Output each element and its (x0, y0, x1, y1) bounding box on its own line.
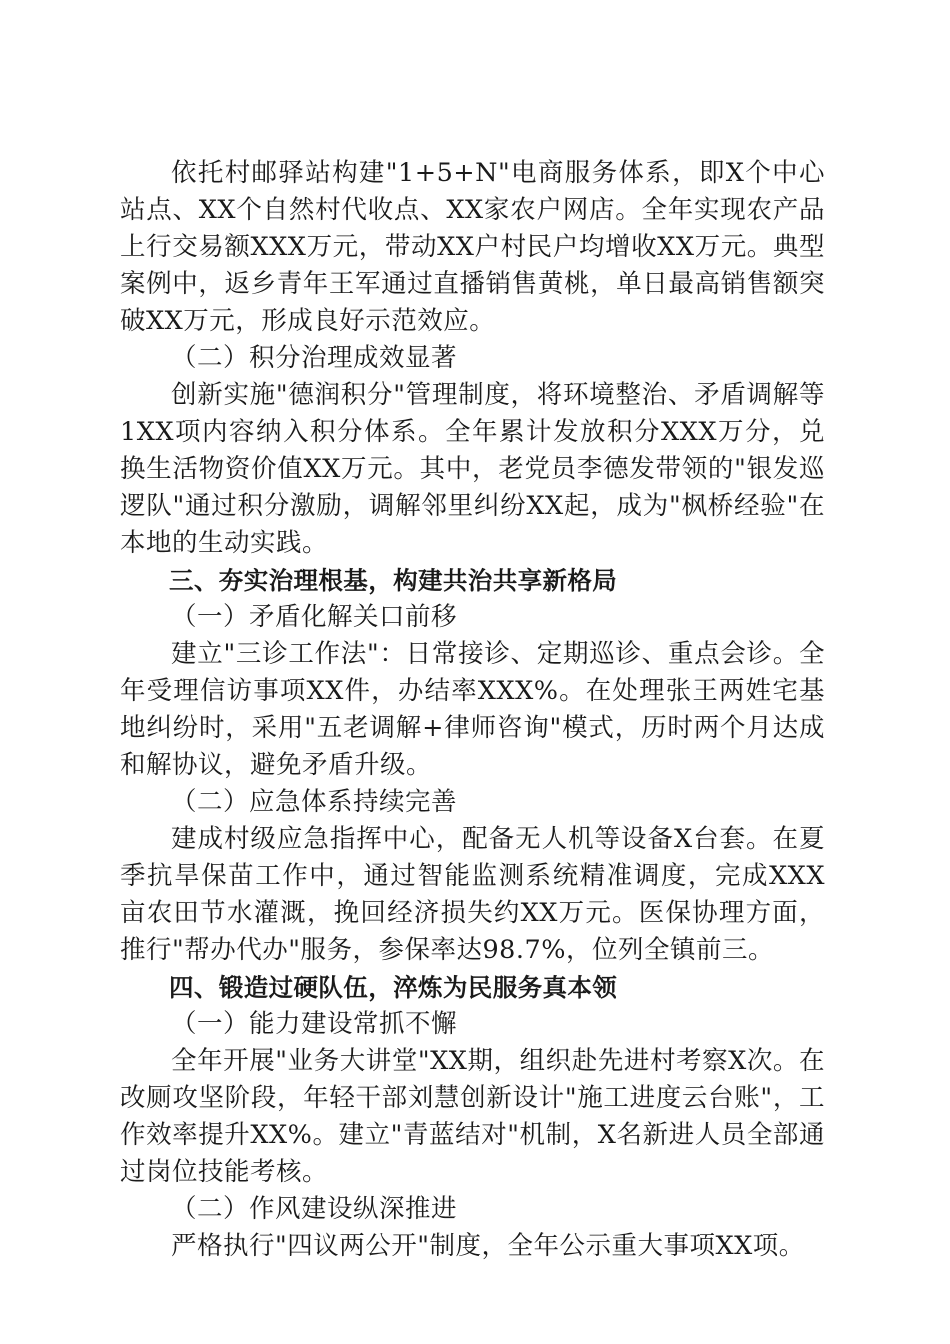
subheading-emergency-system: （二）应急体系持续完善 (171, 787, 458, 817)
paragraph-four-discussions: 严格执行"四议两公开"制度，全年公示重大事项XX项。 (171, 1231, 805, 1261)
paragraph-training: 全年开展"业务大讲堂"XX期，组织赴先进村考察X次。在改厕攻坚阶段，年轻干部刘慧创新设计"施工进度云台账"，工作效率提升XX%。建立"青蓝结对"机制，X名新进人员全部通过岗位技能考核。 (120, 1046, 825, 1187)
subheading-conflict-resolution: （一）矛盾化解关口前移 (171, 602, 458, 632)
paragraph-ecommerce: 依托村邮驿站构建"1+5+N"电商服务体系，即X个中心站点、XX个自然村代收点、XX家农户网店。全年实现农产品上行交易额XXX万元，带动XX户村民户均增收XX万元。典型案例中，返乡青年王军通过直播销售黄桃，单日最高销售额突破XX万元，形成良好示范效应。 (120, 158, 825, 336)
subheading-work-style: （二）作风建设纵深推进 (171, 1194, 458, 1224)
paragraph-three-diagnoses: 建立"三诊工作法"：日常接诊、定期巡诊、重点会诊。全年受理信访事项XX件，办结率XXX%。在处理张王两姓宅基地纠纷时，采用"五老调解+律师咨询"模式，历时两个月达成和解协议，避免矛盾升级。 (120, 639, 825, 780)
section-heading-3: 三、夯实治理根基，构建共治共享新格局 (169, 566, 618, 595)
paragraph-emergency-center: 建成村级应急指挥中心，配备无人机等设备X台套。在夏季抗旱保苗工作中，通过智能监测系统精准调度，完成XXX亩农田节水灌溉，挽回经济损失约XX万元。医保协理方面，推行"帮办代办"服务，参保率达98.7%，位列全镇前三。 (120, 824, 825, 965)
section-heading-4: 四、锻造过硬队伍，淬炼为民服务真本领 (169, 973, 618, 1002)
subheading-points-governance: （二）积分治理成效显著 (171, 343, 458, 373)
paragraph-points-system: 创新实施"德润积分"管理制度，将环境整治、矛盾调解等1XX项内容纳入积分体系。全年累计发放积分XXX万分，兑换生活物资价值XX万元。其中，老党员李德发带领的"银发巡逻队"通过积分激励，调解邻里纠纷XX起，成为"枫桥经验"在本地的生动实践。 (120, 380, 825, 558)
document-body (120, 155, 825, 1265)
subheading-capacity-building: （一）能力建设常抓不懈 (171, 1009, 458, 1039)
